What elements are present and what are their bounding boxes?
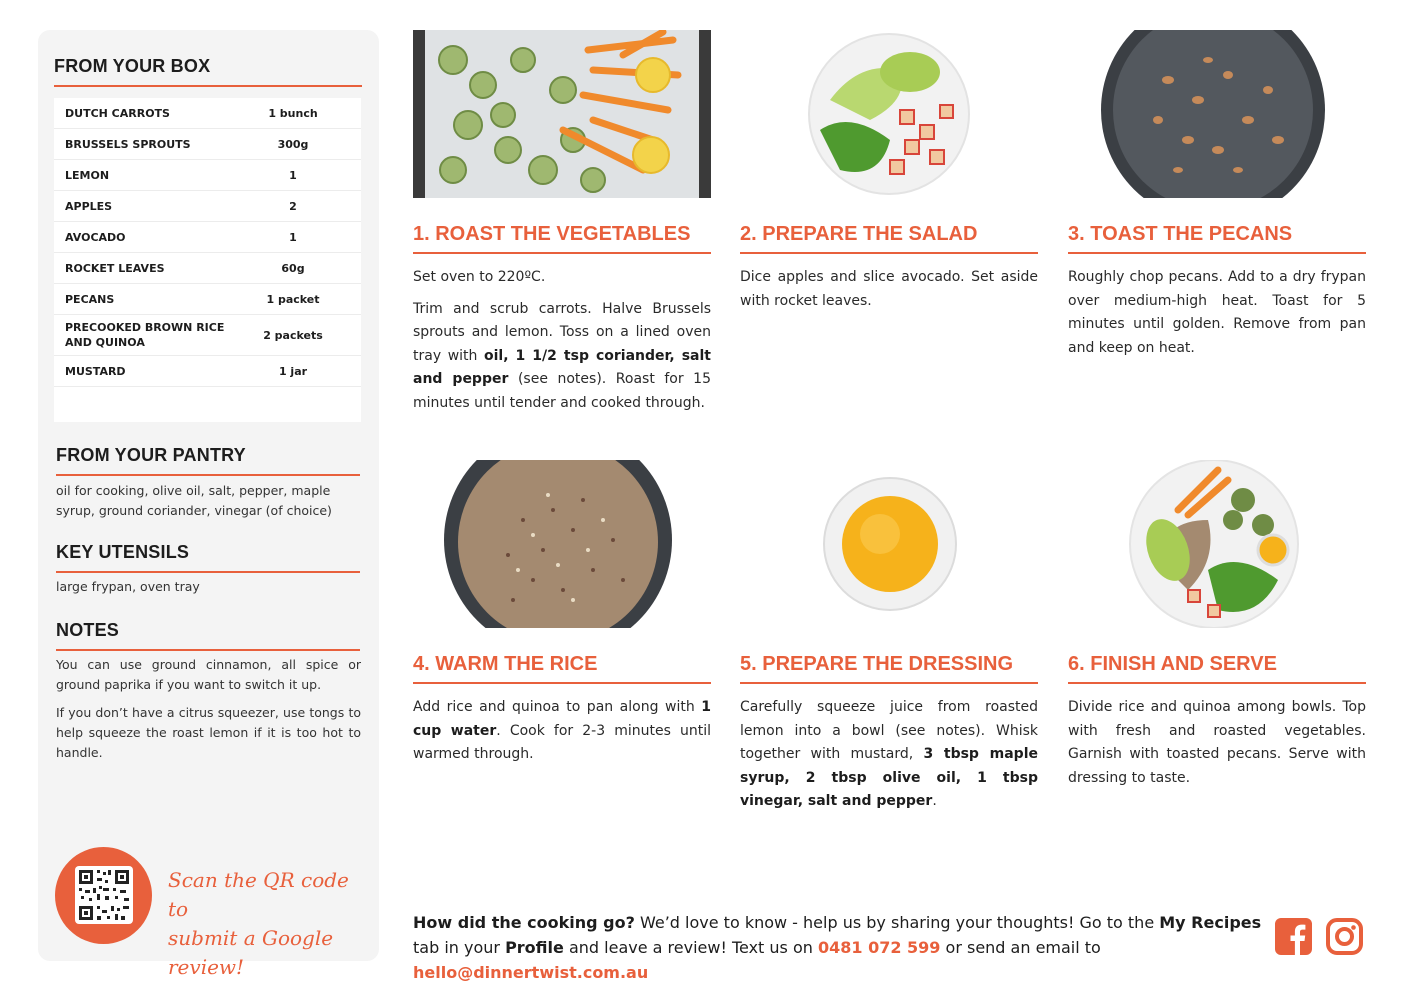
ingredient-name: ROCKET LEAVES <box>65 261 165 275</box>
text-run: Carefully squeeze juice from roasted lemon into a bowl (see notes). Whisk together with mustard, <box>740 699 1038 762</box>
step-5-title: 5. PREPARE THE DRESSING <box>740 653 1038 684</box>
note-item: You can use ground cinnamon, all spice or ground paprika if you want to switch it up. <box>56 657 361 692</box>
footer-question: How did the cooking go? <box>413 913 635 932</box>
ingredient-name: PECANS <box>65 292 115 306</box>
bold-run: oil, 1 1/2 tsp coriander, salt and pepper <box>413 347 711 387</box>
ingredient-name: AVOCADO <box>65 230 126 244</box>
step-1-para: Set oven to 220ºC. <box>413 269 546 285</box>
step-2-image <box>740 30 1038 198</box>
text-run: and leave a review! Text us on <box>563 938 818 957</box>
step-5-text <box>740 696 1038 822</box>
text-run: . <box>932 793 937 809</box>
footer-review-prompt <box>413 910 1263 985</box>
table-row <box>54 284 361 315</box>
phone-link[interactable]: 0481 072 599 <box>817 938 941 957</box>
text-run: Trim and scrub carrots. Halve Brussels sprouts and lemon. Toss on a lined oven tray with <box>413 300 711 364</box>
step-6-text <box>1068 696 1366 798</box>
table-row <box>54 253 361 284</box>
email-link[interactable]: hello@dinnertwist.com.au <box>413 963 649 982</box>
ingredient-qty: 1 <box>289 168 297 182</box>
profile-link[interactable]: Profile <box>505 938 564 957</box>
notes-text <box>56 655 361 771</box>
step-6-image <box>1068 460 1366 628</box>
ingredient-qty: 1 jar <box>278 364 308 378</box>
ingredient-qty: 1 <box>289 230 297 244</box>
table-row <box>54 98 361 129</box>
qr-prompt-line: Scan the QR code to <box>168 868 349 921</box>
step-4-image <box>413 460 711 628</box>
step-3-title: 3. TOAST THE PECANS <box>1068 223 1366 254</box>
step-4-text <box>413 696 711 775</box>
ingredient-name: APPLES <box>65 199 113 213</box>
ingredient-qty: 60g <box>281 261 305 275</box>
qr-prompt-line: submit a Google review! <box>168 926 334 979</box>
text-run: or send an email to <box>940 938 1101 957</box>
table-row <box>54 160 361 191</box>
step-1-text <box>413 266 711 423</box>
ingredient-name: LEMON <box>65 168 110 182</box>
utensils-text: large frypan, oven tray <box>56 579 200 594</box>
step-5-para <box>740 696 1038 814</box>
bold-run: 1 cup water <box>413 699 711 739</box>
step-3-para: Roughly chop pecans. Add to a dry frypan over medium-high heat. Toast for 5 minutes until golden. Remove from pan and keep on heat. <box>1068 269 1366 356</box>
qr-badge[interactable] <box>55 847 152 944</box>
ingredient-qty: 2 <box>289 199 297 213</box>
ingredient-qty: 300g <box>277 137 309 151</box>
qr-code-icon[interactable] <box>75 866 133 924</box>
ingredient-name: DUTCH CARROTS <box>65 106 170 120</box>
from-your-box-title: FROM YOUR BOX <box>54 56 362 87</box>
step-3-text <box>1068 266 1366 368</box>
step-4-title: 4. WARM THE RICE <box>413 653 711 684</box>
step-3-image <box>1068 30 1366 198</box>
instagram-icon[interactable] <box>1326 918 1363 955</box>
text-run: tab in your <box>413 938 506 957</box>
step-2-title: 2. PREPARE THE SALAD <box>740 223 1038 254</box>
ingredient-name: MUSTARD <box>65 364 126 378</box>
step-4-para <box>413 696 711 767</box>
table-row <box>54 222 361 253</box>
step-6-title: 6. FINISH AND SERVE <box>1068 653 1366 684</box>
text-run: . Cook for 2-3 minutes until warmed through. <box>413 722 711 762</box>
ingredients-table <box>54 98 361 422</box>
ingredient-name: PRECOOKED BROWN RICE AND QUINOA <box>65 321 225 349</box>
ingredient-name: BRUSSELS SPROUTS <box>65 137 191 151</box>
bold-run: 3 tbsp maple syrup, 2 tbsp olive oil, 1 tbsp vinegar, salt and pepper <box>740 746 1038 809</box>
qr-prompt <box>168 866 368 982</box>
ingredient-qty: 1 packet <box>266 292 320 306</box>
text-run: Add rice and quinoa to pan along with <box>413 699 702 715</box>
notes-title: NOTES <box>56 620 360 651</box>
text-run: (see notes). Roast for 15 minutes until tender and cooked through. <box>413 371 711 411</box>
ingredient-qty: 1 bunch <box>268 106 318 120</box>
step-2-text <box>740 266 1038 321</box>
facebook-icon[interactable] <box>1275 918 1312 955</box>
step-1-title: 1. ROAST THE VEGETABLES <box>413 223 711 254</box>
from-your-pantry-title: FROM YOUR PANTRY <box>56 445 360 476</box>
step-1-image <box>413 30 711 198</box>
step-2-para: Dice apples and slice avocado. Set aside with rocket leaves. <box>740 269 1038 309</box>
sidebar <box>38 30 379 979</box>
ingredient-qty: 2 packets <box>263 328 323 342</box>
table-row <box>54 129 361 160</box>
key-utensils-title: KEY UTENSILS <box>56 542 360 573</box>
table-row <box>54 315 361 356</box>
table-row <box>54 191 361 222</box>
note-item: If you don’t have a citrus squeezer, use tongs to help squeeze the roast lemon if it is too hot to handle. <box>56 705 361 760</box>
step-1-para <box>413 298 711 416</box>
table-row <box>54 356 361 387</box>
step-6-para: Divide rice and quinoa among bowls. Top with fresh and roasted vegetables. Garnish with toasted pecans. Serve with dressing to taste. <box>1068 699 1366 786</box>
text-run: We’d love to know - help us by sharing your thoughts! Go to the <box>634 913 1160 932</box>
step-5-image <box>740 460 1038 628</box>
pantry-text: oil for cooking, olive oil, salt, pepper, maple syrup, ground coriander, vinegar (of choice) <box>56 483 332 518</box>
my-recipes-link[interactable]: My Recipes <box>1159 913 1262 932</box>
